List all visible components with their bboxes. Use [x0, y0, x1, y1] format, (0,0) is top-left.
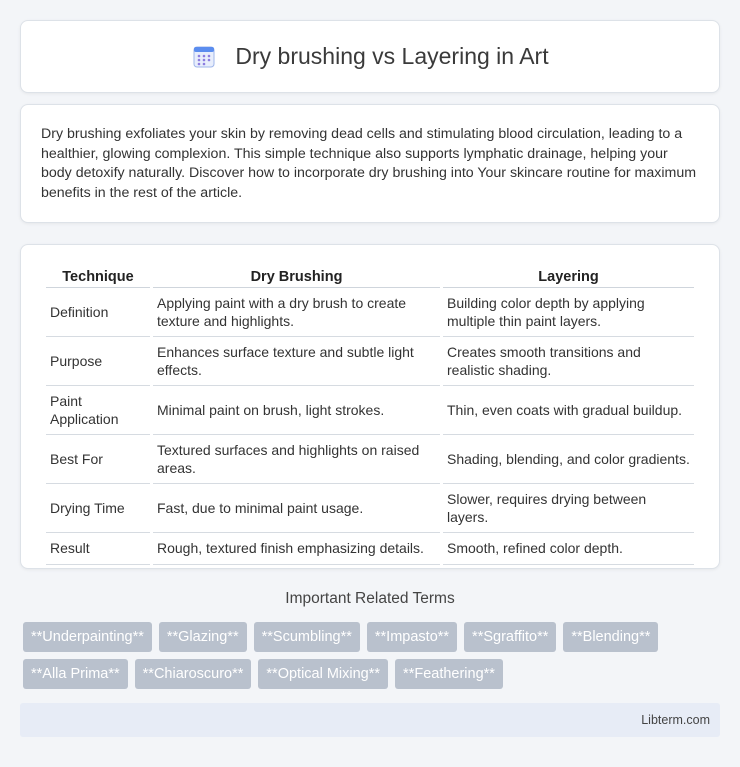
dry-brushing-cell: Minimal paint on brush, light strokes.: [153, 386, 440, 435]
footer: [20, 703, 720, 737]
layering-cell: Thin, even coats with gradual buildup.: [443, 386, 694, 435]
header-dry-brushing: Dry Brushing: [153, 265, 440, 288]
dry-brushing-cell: Textured surfaces and highlights on raised areas.: [153, 435, 440, 484]
header-layering: Layering: [443, 265, 694, 288]
header-technique: Technique: [46, 265, 150, 288]
tag-glazing[interactable]: **Glazing**: [159, 622, 247, 652]
dry-brushing-cell: Applying paint with a dry brush to create texture and highlights.: [153, 288, 440, 337]
tag-underpainting[interactable]: **Underpainting**: [23, 622, 152, 652]
comparison-table-card: [20, 244, 720, 569]
tag-sgraffito[interactable]: **Sgraffito**: [464, 622, 556, 652]
tag-feathering[interactable]: **Feathering**: [395, 659, 503, 689]
intro-card: [20, 104, 720, 223]
row-label: Drying Time: [46, 484, 150, 533]
tag-scumbling[interactable]: **Scumbling**: [254, 622, 360, 652]
footer-brand-link[interactable]: Libterm.com: [641, 713, 710, 727]
table-row: [46, 337, 694, 386]
intro-text: Dry brushing exfoliates your skin by removing dead cells and stimulating blood circulation, leading to a healthier, glowing complexion. This simple technique also supports lymphatic drainage, helping your body detoxify naturally. Discover how to incorporate dry brushing into Your skincare routine for maximum benefits in the rest of the article.: [41, 126, 697, 201]
dry-brushing-cell: Fast, due to minimal paint usage.: [153, 484, 440, 533]
tag-chiaroscuro[interactable]: **Chiaroscuro**: [135, 659, 252, 689]
row-label: Definition: [46, 288, 150, 337]
related-terms-tags: [23, 622, 723, 689]
page-title: Dry brushing vs Layering in Art: [235, 43, 549, 69]
layering-cell: Creates smooth transitions and realistic shading.: [443, 337, 694, 386]
comparison-table: [43, 265, 697, 565]
row-label: Best For: [46, 435, 150, 484]
layering-cell: Building color depth by applying multiple thin paint layers.: [443, 288, 694, 337]
dry-brushing-cell: Enhances surface texture and subtle light effects.: [153, 337, 440, 386]
layering-cell: Smooth, refined color depth.: [443, 533, 694, 565]
table-row: [46, 533, 694, 565]
layering-cell: Slower, requires drying between layers.: [443, 484, 694, 533]
header-card: [20, 20, 720, 93]
table-row: [46, 386, 694, 435]
related-terms-title: Important Related Terms: [285, 590, 455, 607]
table-row: [46, 484, 694, 533]
row-label: Paint Application: [46, 386, 150, 435]
row-label: Result: [46, 533, 150, 565]
table-row: [46, 288, 694, 337]
table-row: [46, 435, 694, 484]
row-label: Purpose: [46, 337, 150, 386]
tag-blending[interactable]: **Blending**: [563, 622, 658, 652]
tag-optical-mixing[interactable]: **Optical Mixing**: [258, 659, 388, 689]
tag-impasto[interactable]: **Impasto**: [367, 622, 457, 652]
tag-alla-prima[interactable]: **Alla Prima**: [23, 659, 128, 689]
calendar-grid-icon: [191, 44, 217, 70]
table-header-row: [46, 265, 694, 288]
layering-cell: Shading, blending, and color gradients.: [443, 435, 694, 484]
dry-brushing-cell: Rough, textured finish emphasizing details.: [153, 533, 440, 565]
